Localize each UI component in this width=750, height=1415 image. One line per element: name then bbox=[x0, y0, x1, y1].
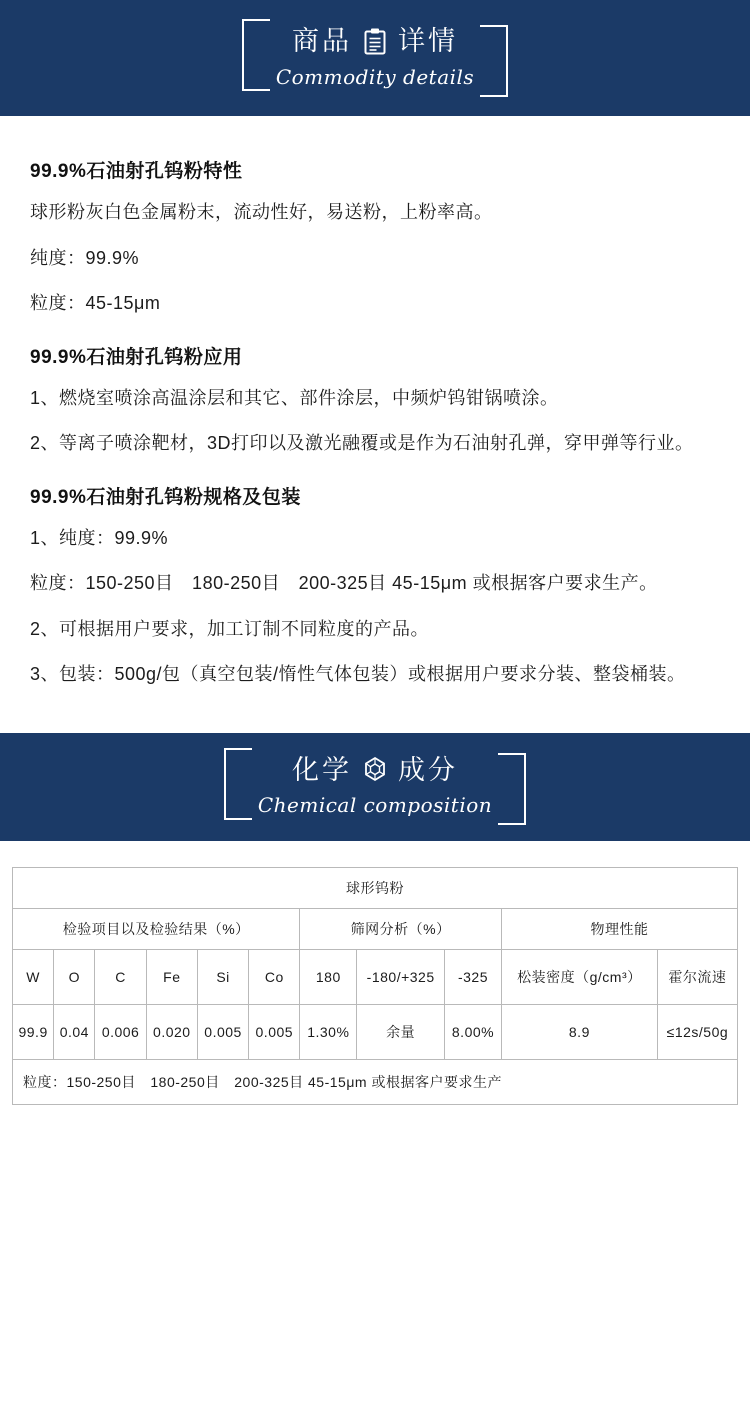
col-header-bulk-density: 松装密度（g/cm³） bbox=[501, 949, 657, 1004]
value-co: 0.005 bbox=[249, 1004, 300, 1059]
table-row-values bbox=[13, 1004, 738, 1059]
value-180: 1.30% bbox=[300, 1004, 357, 1059]
chemical-composition-banner bbox=[0, 733, 750, 841]
banner-subtitle: Commodity details bbox=[275, 64, 475, 89]
value-w: 99.9 bbox=[13, 1004, 54, 1059]
section-heading-application: 99.9%石油射孔钨粉应用 bbox=[30, 346, 243, 368]
value-325: 8.00% bbox=[445, 1004, 502, 1059]
col-header-180: 180 bbox=[300, 949, 357, 1004]
banner-frame bbox=[242, 17, 508, 98]
table-title-cell: 球形钨粉 bbox=[13, 867, 738, 908]
section-heading-characteristics: 99.9%石油射孔钨粉特性 bbox=[30, 161, 243, 182]
banner-title-right: 详情 bbox=[398, 26, 458, 57]
value-bulk-density: 8.9 bbox=[501, 1004, 657, 1059]
group-header-inspection: 检验项目以及检验结果（%） bbox=[13, 908, 300, 949]
banner-title bbox=[292, 754, 458, 786]
section-paragraph: 1、燃烧室喷涂高温涂层和其它、部件涂层，中频炉钨钳锅喷涂。 bbox=[30, 387, 559, 408]
banner-title bbox=[292, 25, 458, 57]
col-header-fe: Fe bbox=[146, 949, 197, 1004]
value-fe: 0.020 bbox=[146, 1004, 197, 1059]
col-header-hall-flow: 霍尔流速 bbox=[657, 949, 737, 1004]
banner-subtitle: Chemical composition bbox=[257, 793, 493, 818]
value-si: 0.005 bbox=[197, 1004, 248, 1059]
section-paragraph: 3、包装：500g/包（真空包装/惰性气体包装）或根据用户要求分装、整袋桶装。 bbox=[30, 664, 686, 684]
col-header-co: Co bbox=[249, 949, 300, 1004]
col-header-w: W bbox=[13, 949, 54, 1004]
section-paragraph: 2、可根据用户要求，加工订制不同粒度的产品。 bbox=[30, 618, 430, 639]
value-hall-flow: ≤12s/50g bbox=[657, 1004, 737, 1059]
value-c: 0.006 bbox=[95, 1004, 146, 1059]
table-row-column-headers bbox=[13, 949, 738, 1004]
value-180-325: 余量 bbox=[357, 1004, 445, 1059]
banner-title-left: 化学 bbox=[291, 754, 352, 785]
table-row-group-headers bbox=[13, 908, 738, 949]
col-header-180-325: -180/+325 bbox=[357, 949, 445, 1004]
section-paragraph: 球形粉灰白色金属粉末，流动性好，易送粉，上粉率高。 bbox=[30, 202, 493, 222]
value-o: 0.04 bbox=[54, 1004, 95, 1059]
col-header-c: C bbox=[95, 949, 146, 1004]
group-header-screen-analysis: 筛网分析（%） bbox=[300, 908, 502, 949]
details-content bbox=[0, 116, 750, 733]
col-header-o: O bbox=[54, 949, 95, 1004]
col-header-325: -325 bbox=[445, 949, 502, 1004]
section-heading-specification: 99.9%石油射孔钨粉规格及包装 bbox=[30, 486, 301, 508]
clipboard-icon bbox=[362, 27, 388, 55]
table-row-title bbox=[13, 867, 738, 908]
chemical-composition-table bbox=[12, 867, 738, 1105]
table-footnote: 粒度：150-250目 180-250目 200-325目 45-15μm 或根据客户要求生产 bbox=[13, 1059, 738, 1104]
hexagon-molecule-icon bbox=[362, 756, 388, 784]
table-row-footnote bbox=[13, 1059, 738, 1104]
section-paragraph: 2、等离子喷涂靶材，3D打印以及激光融覆或是作为石油射孔弹，穿甲弹等行业。 bbox=[30, 433, 694, 453]
section-paragraph: 粒度：45-15μm bbox=[30, 293, 161, 313]
section-paragraph: 纯度：99.9% bbox=[30, 247, 140, 268]
section-paragraph: 粒度：150-250目 180-250目 200-325目 45-15μm 或根据客户要求生产。 bbox=[30, 573, 658, 593]
group-header-physical: 物理性能 bbox=[501, 908, 737, 949]
commodity-details-banner bbox=[0, 0, 750, 116]
banner-frame bbox=[224, 746, 526, 827]
banner-title-left: 商品 bbox=[292, 26, 352, 57]
col-header-si: Si bbox=[197, 949, 248, 1004]
chemical-composition-table-wrap bbox=[0, 841, 750, 1135]
banner-title-right: 成分 bbox=[397, 754, 458, 785]
section-paragraph: 1、纯度：99.9% bbox=[30, 527, 169, 548]
